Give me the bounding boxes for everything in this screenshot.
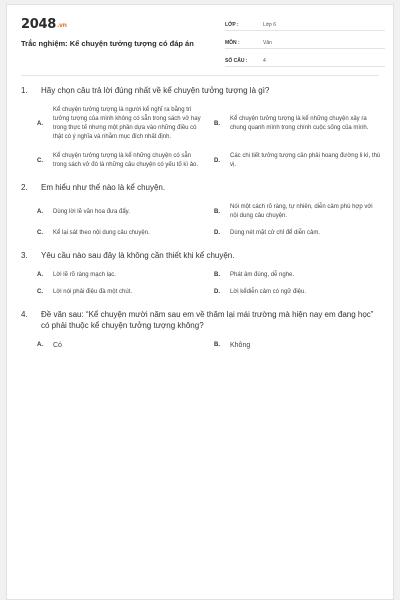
meta-value: 4 [263, 58, 266, 64]
option-letter: A. [37, 120, 43, 127]
option-letter: B. [214, 208, 220, 215]
question-1 [21, 85, 381, 170]
option-text: Lời kểdiễn cảm có ngữ điệu. [230, 289, 306, 295]
document-title: Trắc nghiệm: Kể chuyện tưởng tượng có đáp án [21, 39, 194, 48]
option-letter: D. [214, 230, 220, 236]
option-text: Phát âm đúng, dễ nghe. [230, 272, 295, 278]
option-text: Kể chuyện tưởng tượng là người kể nghĩ ra bằng trí tưởng tượng của mình không có sẵn trong sách vở hay trong thực tế nhưng một phần dựa vào những điều có thật có ý nghĩa và nhằm mục đích nhất định. [53, 107, 201, 140]
option-text: Không [230, 342, 251, 349]
meta-value: Lớp 6 [263, 22, 277, 28]
question-4 [21, 309, 381, 350]
option-d[interactable] [214, 152, 381, 170]
options [21, 106, 381, 170]
option-d[interactable] [214, 288, 381, 297]
option-a[interactable] [37, 203, 204, 221]
option-text: Lời nói phải điệu đà một chút. [53, 289, 132, 295]
option-text: Có [53, 342, 62, 349]
meta-row-subject [225, 35, 385, 49]
options [21, 271, 381, 297]
option-c[interactable] [37, 152, 204, 170]
option-text: Kể chuyện tưởng tượng là kể những chuyện có sẵn trong sách vở đó là những câu chuyện có yếu tố kì ảo. [53, 153, 199, 168]
meta-key: LỚP : [225, 22, 239, 28]
option-a[interactable] [37, 271, 204, 280]
logo-main: 2048 [21, 17, 56, 32]
option-letter: D. [214, 289, 220, 295]
option-text: Các chi tiết tưởng tượng cần phải hoang đường li kì, thú vị. [230, 153, 381, 168]
meta-key: SỐ CÂU : [225, 58, 248, 64]
option-letter: C. [37, 289, 43, 295]
option-d[interactable] [214, 229, 381, 238]
option-a[interactable] [37, 341, 204, 350]
question-text: Yêu cầu nào sau đây là không cần thiết khi kể chuyện. [41, 251, 235, 260]
meta-key: MÔN : [225, 40, 240, 46]
question-number: 1. [21, 86, 28, 95]
option-letter: C. [37, 230, 43, 236]
option-b[interactable] [214, 106, 381, 142]
option-c[interactable] [37, 288, 204, 297]
option-letter: A. [37, 208, 43, 215]
option-b[interactable] [214, 341, 381, 350]
option-b[interactable] [214, 271, 381, 280]
question-number: 3. [21, 251, 28, 260]
option-letter: A. [37, 342, 43, 348]
option-letter: B. [214, 120, 220, 127]
meta-info [225, 17, 385, 71]
question-3 [21, 250, 381, 297]
question-header [21, 85, 381, 96]
option-letter: C. [37, 157, 43, 164]
option-text: Dùng nét mặt cử chỉ để diễn cảm. [230, 230, 321, 236]
question-header [21, 182, 381, 193]
option-text: Kể chuyện tưởng tượng là kể những chuyện xảy ra chung quanh mình trong chính cuộc sống của mình. [230, 116, 369, 131]
question-text: Hãy chọn câu trả lời đúng nhất về kể chuyện tưởng tượng là gì? [41, 86, 270, 95]
question-number: 4. [21, 310, 28, 319]
question-header [21, 309, 381, 331]
option-text: Lời lẽ rõ ràng mạch lạc. [53, 272, 116, 278]
option-letter: B. [214, 272, 220, 278]
option-text: Nói một cách rõ ràng, tự nhiên, diễn cảm phù hợp với nội dung câu chuyện. [230, 204, 373, 219]
document-page [6, 4, 394, 600]
question-text: Em hiểu như thế nào là kể chuyện. [41, 183, 166, 192]
option-a[interactable] [37, 106, 204, 142]
logo-suffix: .vn [56, 22, 67, 29]
question-list [21, 85, 381, 362]
header-divider [21, 75, 379, 76]
options [21, 203, 381, 238]
site-logo[interactable] [21, 17, 67, 32]
meta-row-count [225, 53, 385, 67]
question-number: 2. [21, 183, 28, 192]
option-letter: B. [214, 342, 220, 348]
meta-row-class [225, 17, 385, 31]
question-2 [21, 182, 381, 238]
question-header [21, 250, 381, 261]
document-header [7, 5, 393, 67]
question-text: Đề văn sau: “Kể chuyện mười năm sau em về thăm lại mái trường mà hiện nay em đang học” có phải thuộc kể chuyện tưởng tượng không? [41, 310, 374, 330]
option-text: Dùng lời lẽ văn hoa đưa đẩy. [53, 208, 130, 215]
options [21, 341, 381, 350]
meta-value: Văn [263, 40, 272, 46]
option-b[interactable] [214, 203, 381, 221]
option-letter: D. [214, 157, 220, 164]
option-text: Kể lại sát theo nội dung câu chuyện. [53, 230, 150, 236]
option-letter: A. [37, 272, 43, 278]
option-c[interactable] [37, 229, 204, 238]
